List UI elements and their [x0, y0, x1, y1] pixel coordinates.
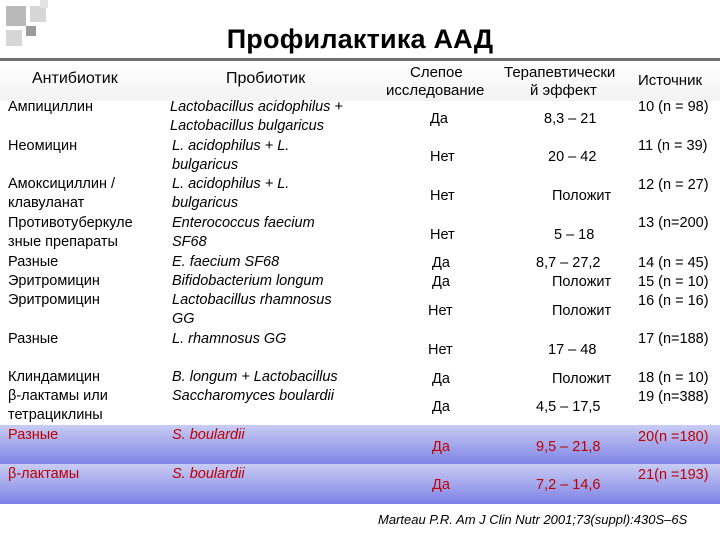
cell-effect: Положит — [552, 274, 612, 290]
cell-antibiotic: Амоксициллин / — [8, 176, 116, 192]
cell-source: 14 (n = 45) — [638, 255, 709, 271]
cell-antibiotic: Ампициллин — [8, 99, 94, 115]
header-effect-line2: й эффект — [530, 82, 597, 99]
cell-source: 11 (n = 39) — [638, 138, 708, 154]
cell-probiotic: Lactobacillus rhamnosus — [172, 292, 332, 308]
cell-source: 17 (n=188) — [638, 331, 709, 347]
cell-blind: Нет — [430, 188, 455, 204]
cell-blind: Нет — [430, 227, 455, 243]
cell-source: 13 (n=200) — [638, 215, 709, 231]
cell-effect: Положит — [552, 371, 612, 387]
cell-source: 20(n =180) — [638, 429, 709, 445]
cell-blind: Да — [432, 255, 450, 271]
deco-square — [26, 26, 36, 36]
cell-probiotic: L. rhamnosus GG — [172, 331, 287, 347]
cell-probiotic: GG — [172, 311, 195, 327]
cell-source: 15 (n = 10) — [638, 274, 709, 290]
cell-probiotic: E. faecium SF68 — [172, 254, 280, 270]
header-probiotic: Пробиотик — [226, 70, 306, 87]
cell-effect: 20 – 42 — [548, 149, 597, 165]
cell-effect: 17 – 48 — [548, 342, 597, 358]
cell-antibiotic: Противотуберкуле — [8, 215, 133, 231]
cell-source: 16 (n = 16) — [638, 293, 709, 309]
cell-effect: 8,3 – 21 — [544, 111, 597, 127]
cell-antibiotic: Неомицин — [8, 138, 78, 154]
cell-probiotic: Bifidobacterium longum — [172, 273, 324, 289]
cell-probiotic: L. acidophilus + L. — [172, 176, 290, 192]
cell-antibiotic: Клиндамицин — [8, 369, 101, 385]
cell-probiotic: SF68 — [172, 234, 207, 250]
cell-antibiotic: зные препараты — [8, 234, 118, 250]
cell-antibiotic: β-лактамы — [8, 466, 80, 482]
cell-source: 19 (n=388) — [638, 389, 709, 405]
citation-source: Marteau P.R. Am J Clin Nutr 2001;73(suppl):430S–6S — [378, 512, 688, 527]
cell-probiotic: Enterococcus faecium — [172, 215, 315, 231]
cell-blind: Нет — [428, 342, 453, 358]
cell-source: 21(n =193) — [638, 467, 709, 483]
page-title: Профилактика ААД — [226, 24, 494, 54]
cell-blind: Да — [432, 371, 450, 387]
cell-probiotic: bulgaricus — [172, 157, 239, 173]
cell-antibiotic: Разные — [8, 331, 59, 347]
cell-effect: Положит — [552, 188, 612, 204]
cell-antibiotic: Разные — [8, 254, 59, 270]
cell-probiotic: S. boulardii — [172, 427, 245, 443]
cell-antibiotic: Разные — [8, 427, 59, 443]
header-blind-line1: Слепое — [410, 64, 463, 81]
cell-effect: Положит — [552, 303, 612, 319]
cell-probiotic: S. boulardii — [172, 466, 245, 482]
cell-probiotic: B. longum + Lactobacillus — [172, 369, 338, 385]
header-blind-line2: исследование — [386, 82, 485, 99]
deco-square — [6, 6, 26, 26]
cell-source: 18 (n = 10) — [638, 370, 709, 386]
cell-blind: Да — [430, 111, 448, 127]
highlight-band — [0, 464, 720, 504]
cell-blind: Да — [432, 274, 450, 290]
cell-probiotic: Lactobacillus acidophilus + — [170, 99, 343, 115]
cell-blind: Нет — [430, 149, 455, 165]
cell-antibiotic: клавуланат — [8, 195, 85, 211]
cell-source: 10 (n = 98) — [638, 99, 709, 115]
header-effect-line1: Терапевтически — [504, 64, 616, 81]
cell-blind: Нет — [428, 303, 453, 319]
cell-probiotic: L. acidophilus + L. — [172, 138, 290, 154]
deco-square — [40, 0, 48, 8]
cell-antibiotic: Эритромицин — [8, 292, 100, 308]
header-source: Источник — [638, 72, 703, 89]
cell-effect: 9,5 – 21,8 — [536, 439, 601, 455]
cell-antibiotic: тетрациклины — [8, 407, 103, 423]
cell-source: 12 (n = 27) — [638, 177, 709, 193]
cell-probiotic: Saccharomyces boulardii — [172, 388, 334, 404]
cell-effect: 8,7 – 27,2 — [536, 255, 601, 271]
cell-blind: Да — [432, 439, 450, 455]
cell-effect: 5 – 18 — [554, 227, 595, 243]
highlight-band — [0, 425, 720, 465]
cell-effect: 4,5 – 17,5 — [536, 399, 601, 415]
deco-square — [30, 6, 46, 22]
cell-probiotic: Lactobacillus bulgaricus — [170, 118, 324, 134]
cell-blind: Да — [432, 477, 450, 493]
header-antibiotic: Антибиотик — [32, 70, 118, 87]
cell-antibiotic: Эритромицин — [8, 273, 100, 289]
cell-effect: 7,2 – 14,6 — [536, 477, 601, 493]
cell-blind: Да — [432, 399, 450, 415]
cell-antibiotic: β-лактамы или — [8, 388, 108, 404]
cell-probiotic: bulgaricus — [172, 195, 239, 211]
deco-square — [6, 30, 22, 46]
